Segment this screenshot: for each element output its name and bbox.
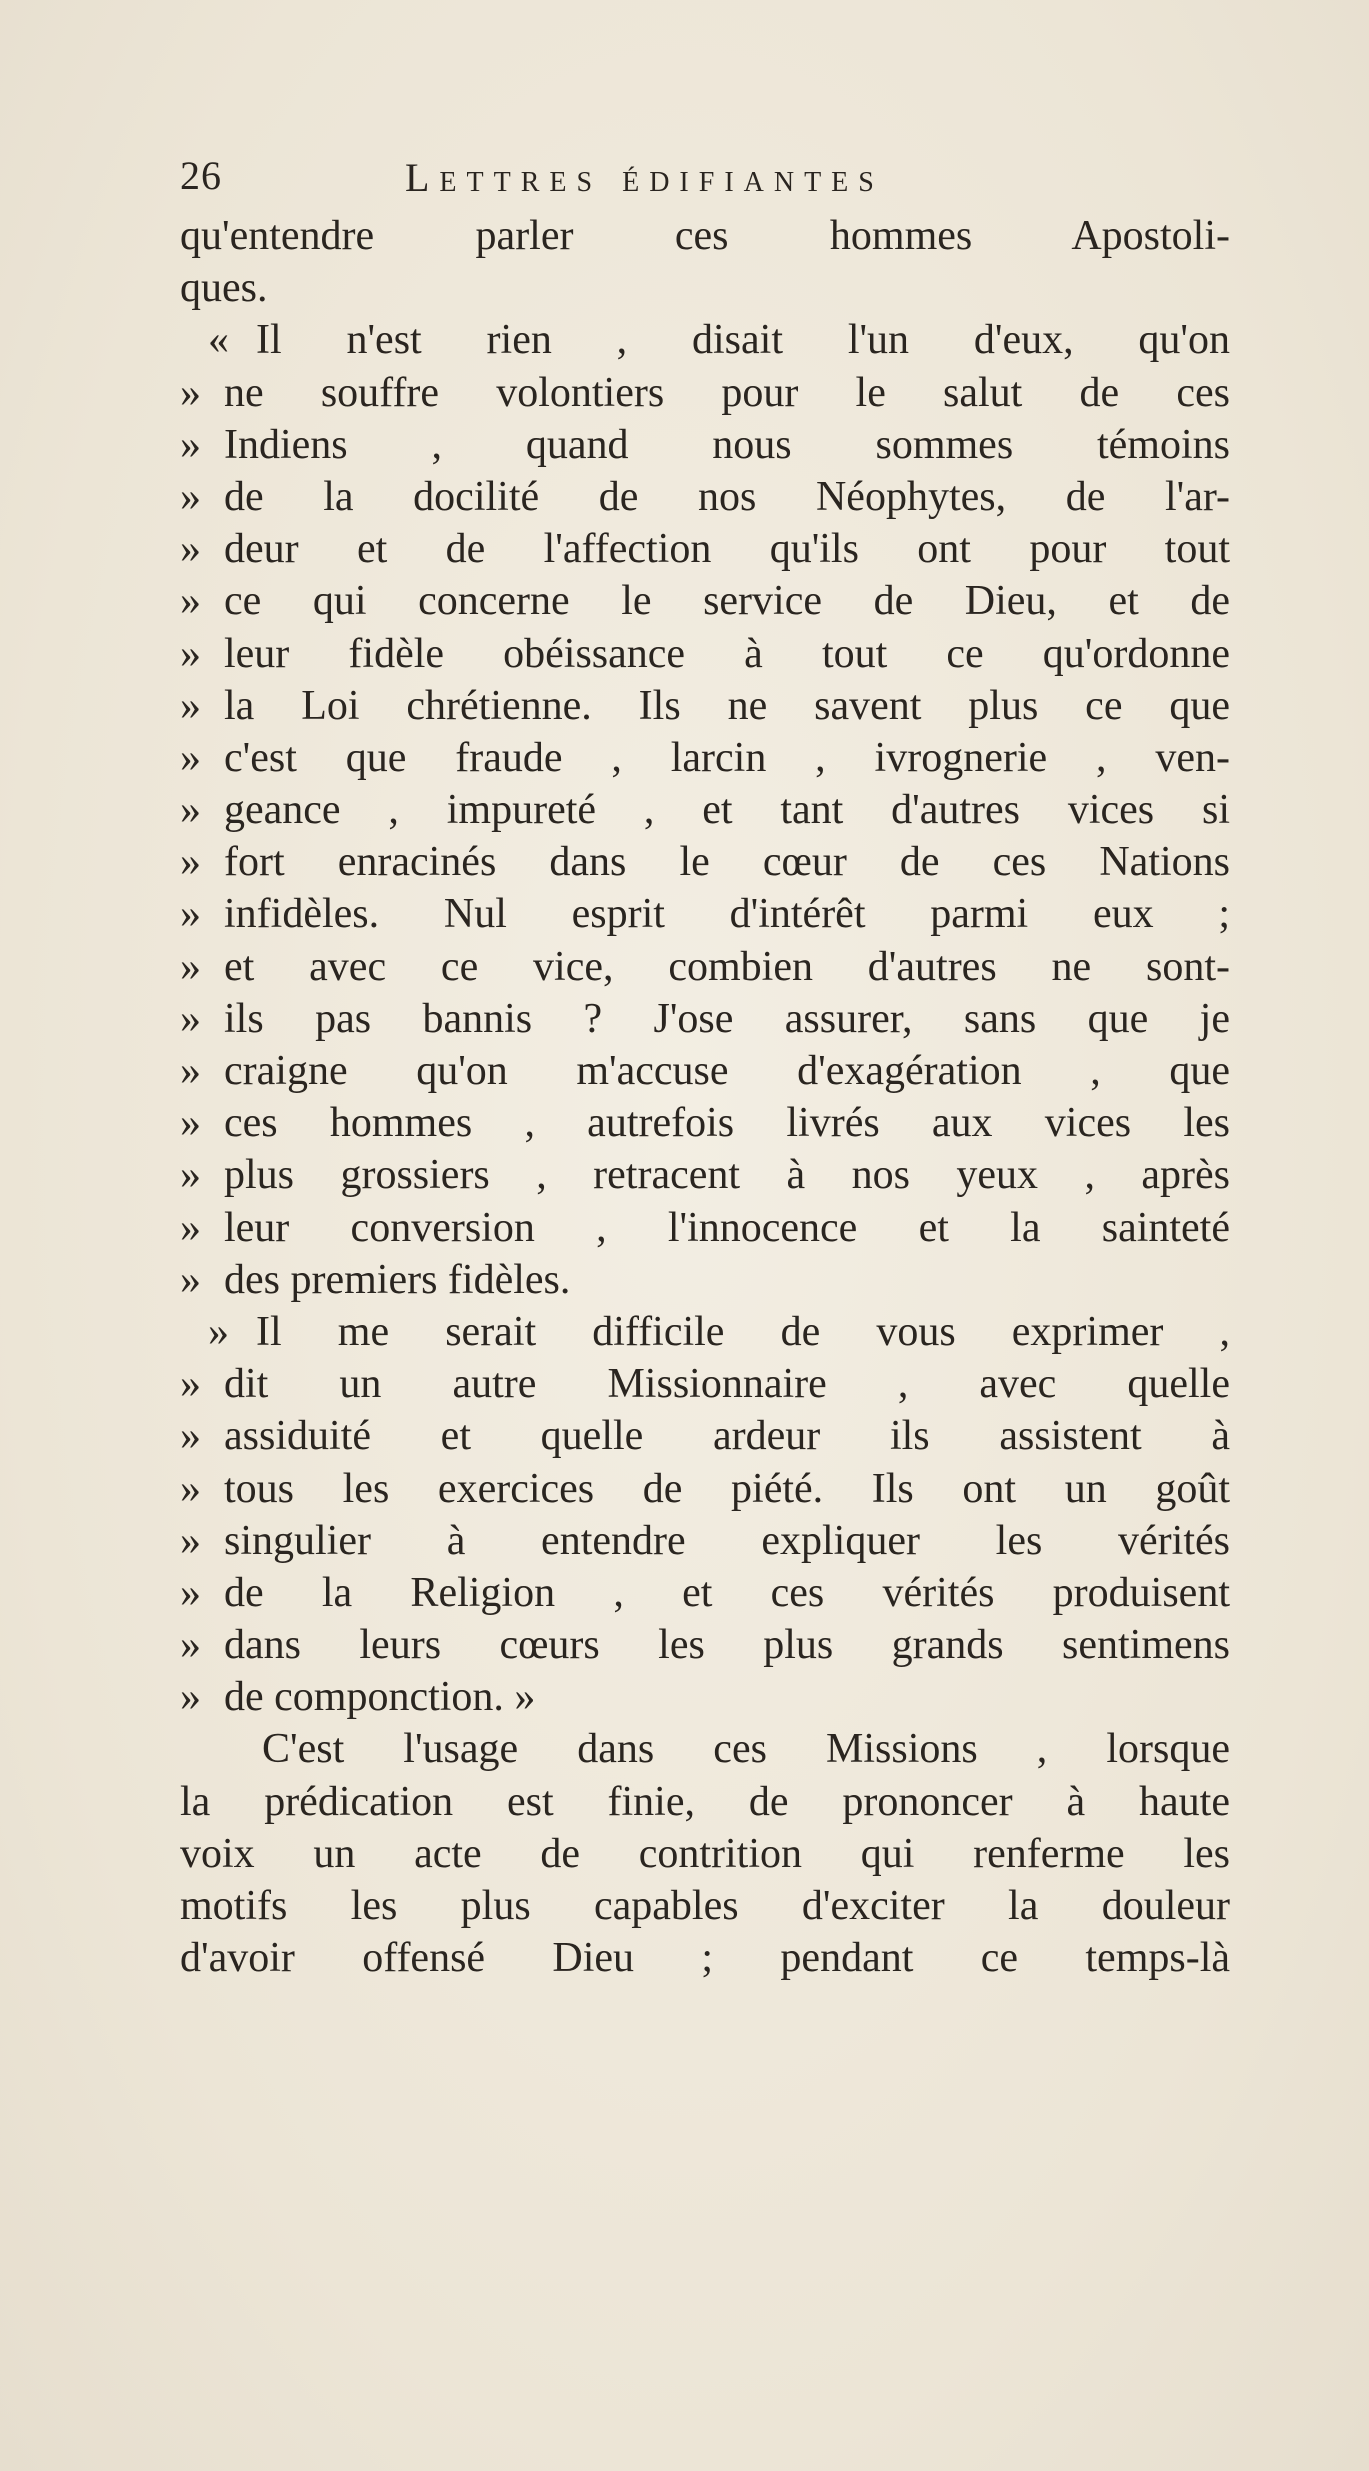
- text-line: [180, 836, 1230, 888]
- line-text: deur et de l'affection qu'ils ont pour tout: [224, 526, 1230, 573]
- quote-mark: »: [180, 1152, 201, 1199]
- line-text: de la Religion , et ces vérités produisent: [224, 1569, 1230, 1616]
- line-text: fort enracinés dans le cœur de ces Nations: [224, 839, 1230, 886]
- quote-mark: »: [180, 1622, 201, 1669]
- line-text: des premiers fidèles.: [224, 1256, 571, 1303]
- line-text: Il n'est rien , disait l'un d'eux, qu'on: [256, 317, 1230, 364]
- quote-mark: »: [180, 1569, 201, 1616]
- text-line: [180, 1045, 1230, 1097]
- text-line: [180, 784, 1230, 836]
- line-text: voix un acte de contrition qui renferme les: [180, 1830, 1230, 1877]
- text-line: [180, 1463, 1230, 1515]
- text-line: [180, 1515, 1230, 1567]
- quote-mark: »: [180, 526, 201, 573]
- text-line: [180, 1410, 1230, 1462]
- text-line: [180, 993, 1230, 1045]
- text-line: [180, 888, 1230, 940]
- text-line: [180, 680, 1230, 732]
- page-number: 26: [180, 153, 222, 198]
- text-line: [180, 471, 1230, 523]
- quote-mark: »: [180, 578, 201, 625]
- quote-mark: »: [180, 891, 201, 938]
- line-text: dit un autre Missionnaire , avec quelle: [224, 1361, 1230, 1408]
- quote-mark: »: [180, 1361, 201, 1408]
- quote-mark: »: [180, 1100, 201, 1147]
- quote-mark: »: [180, 682, 201, 729]
- text-line: [180, 1828, 1230, 1880]
- text-line: [180, 1306, 1230, 1358]
- line-text: ne souffre volontiers pour le salut de ces: [224, 369, 1230, 416]
- text-line: [180, 1097, 1230, 1149]
- text-line: [180, 314, 1230, 366]
- running-title: Lettres édifiantes: [405, 155, 884, 200]
- text-line: [180, 1149, 1230, 1201]
- text-line: [180, 419, 1230, 471]
- page-header: [180, 150, 1240, 210]
- text-line: [180, 1358, 1230, 1410]
- quote-mark: »: [180, 473, 201, 520]
- line-text: C'est l'usage dans ces Missions , lorsque: [262, 1726, 1230, 1773]
- quote-mark: «: [208, 317, 229, 364]
- quote-mark: »: [180, 1674, 201, 1721]
- text-line: [180, 575, 1230, 627]
- line-text: de componction. »: [224, 1674, 536, 1721]
- text-line: [180, 262, 1230, 314]
- quote-mark: »: [208, 1308, 229, 1355]
- quote-mark: »: [180, 1048, 201, 1094]
- line-text: leur conversion , l'innocence et la sainteté: [224, 1204, 1230, 1251]
- line-text: craigne qu'on m'accuse d'exagération , que: [224, 1048, 1230, 1094]
- line-text: Indiens , quand nous sommes témoins: [224, 421, 1230, 468]
- line-text: leur fidèle obéissance à tout ce qu'ordonne: [224, 630, 1230, 677]
- text-line: [180, 1723, 1230, 1775]
- text-line: [180, 210, 1230, 262]
- quote-mark: »: [180, 630, 201, 677]
- quote-mark: »: [180, 943, 201, 990]
- line-text: plus grossiers , retracent à nos yeux , après: [224, 1152, 1230, 1199]
- quote-mark: »: [180, 787, 201, 834]
- line-text: qu'entendre parler ces hommes Apostoli-: [180, 213, 1230, 259]
- line-text: la prédication est finie, de prononcer à haute: [180, 1778, 1230, 1825]
- line-text: tous les exercices de piété. Ils ont un goût: [224, 1465, 1230, 1512]
- line-text: dans leurs cœurs les plus grands sentimens: [224, 1622, 1230, 1669]
- text-line: [180, 367, 1230, 419]
- quote-mark: »: [180, 1413, 201, 1460]
- line-text: ils pas bannis ? J'ose assurer, sans que je: [224, 995, 1230, 1042]
- line-text: geance , impureté , et tant d'autres vices si: [224, 787, 1230, 834]
- text-line: [180, 1671, 1230, 1723]
- text-line: [180, 941, 1230, 993]
- body-text: [180, 210, 1230, 1984]
- line-text: de la docilité de nos Néophytes, de l'ar-: [224, 473, 1230, 520]
- line-text: assiduité et quelle ardeur ils assistent à: [224, 1413, 1230, 1460]
- text-line: [180, 628, 1230, 680]
- line-text: c'est que fraude , larcin , ivrognerie , ven-: [224, 734, 1230, 781]
- line-text: ce qui concerne le service de Dieu, et de: [224, 578, 1230, 625]
- text-line: [180, 732, 1230, 784]
- line-text: infidèles. Nul esprit d'intérêt parmi eux ;: [224, 891, 1230, 938]
- text-line: [180, 1880, 1230, 1932]
- quote-mark: »: [180, 1465, 201, 1512]
- text-line: [180, 1932, 1230, 1984]
- text-line: [180, 1567, 1230, 1619]
- text-line: [180, 1254, 1230, 1306]
- line-text: ces hommes , autrefois livrés aux vices les: [224, 1100, 1230, 1147]
- text-line: [180, 1619, 1230, 1671]
- line-text: et avec ce vice, combien d'autres ne sont-: [224, 943, 1230, 990]
- quote-mark: »: [180, 1517, 201, 1564]
- quote-mark: »: [180, 1204, 201, 1251]
- text-line: [180, 1202, 1230, 1254]
- quote-mark: »: [180, 1256, 201, 1303]
- line-text: d'avoir offensé Dieu ; pendant ce temps-là: [180, 1935, 1230, 1982]
- line-text: ques.: [180, 265, 268, 312]
- text-line: [180, 523, 1230, 575]
- line-text: motifs les plus capables d'exciter la douleur: [180, 1883, 1230, 1929]
- line-text: Il me serait difficile de vous exprimer ,: [256, 1308, 1230, 1355]
- line-text: singulier à entendre expliquer les vérités: [224, 1517, 1230, 1564]
- quote-mark: »: [180, 995, 201, 1042]
- quote-mark: »: [180, 369, 201, 416]
- quote-mark: »: [180, 734, 201, 781]
- line-text: la Loi chrétienne. Ils ne savent plus ce que: [224, 682, 1230, 729]
- text-line: [180, 1776, 1230, 1828]
- quote-mark: »: [180, 421, 201, 468]
- quote-mark: »: [180, 839, 201, 886]
